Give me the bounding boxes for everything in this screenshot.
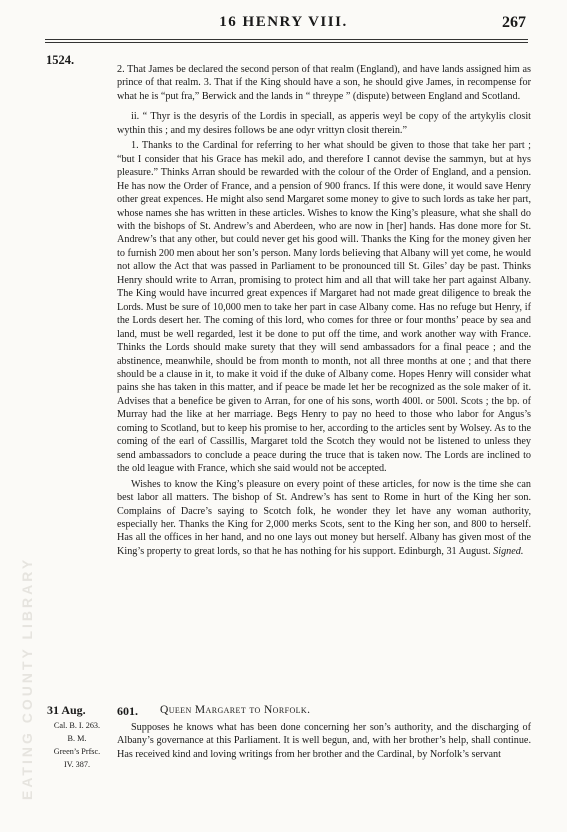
entry-date: 31 Aug. <box>47 703 86 717</box>
entry-body <box>117 721 531 761</box>
paragraph-closing <box>117 478 531 559</box>
margin-reference-4: IV. 387. <box>63 760 90 769</box>
margin-reference-1: Cal. B. I. 263. <box>53 721 101 730</box>
running-title: 16 HENRY VIII. <box>219 14 348 30</box>
margin-year: 1524. <box>46 53 75 67</box>
margin-reference-3: Green’s Prfsc. <box>53 747 101 756</box>
page-number: 267 <box>502 14 526 31</box>
letter-body <box>117 63 531 558</box>
closing-text: Wishes to know the King’s pleasure on every point of these articles, for now is the time she can best labor all matters. The bishop of St. Andrew’s has sent to Rome in hurt of the King her son. Complains of Dacre’s saying to Scotch folk, he wonder they let have any woman authority, especially her. Thanks the King for 2,000 merks Scots, sent to the King her son, and 800 to herself. Has all the offices in her hand, and no one lays out money but herself. Albany has given most of the King’s property to great lords, so that he has nothing for his support. Edinburgh, 31 August. <box>117 478 531 557</box>
paragraph-article-2: 2. That James be declared the second person of that realm (England), and have lands assigned him as prince of that realm. 3. That if the King should have a son, he should give James, in recompense for what he is “put fra,” Berwick and the lands in “ threype ” (dispute) between England and Scotland. <box>117 64 531 102</box>
header-rule <box>45 39 528 40</box>
signed-note: Signed. <box>493 545 524 557</box>
library-stamp-watermark: EATING COUNTY LIBRARY <box>19 556 35 800</box>
paragraph-quote: ii. “ Thyr is the desyris of the Lordis in speciall, as apperis weyl be copy of the artykylis closit wythin this ; and my desires follows be ane odyr vrittyn closit therein.” <box>117 111 531 136</box>
margin-reference-2: B. M. <box>67 734 87 743</box>
header-rule-thin <box>45 42 528 43</box>
entry-number: 601. <box>117 704 138 718</box>
paragraph-article-1: 1. Thanks to the Cardinal for referring to her what should be given to those that take her part ; “but I consider that his Grace has mekil ado, and therefore I cannot devise the sammyn, but at hys pleasure.” Thinks Arran should be rewarded with the colour of the Order of England, and a pension. He has now the Order of France, and a pension of 900 francs. If this were done, it would save Henry other great expences. He might also send Margaret some money to give to such lords as take her part, whose names she has written in these articles. Wishes to know the King’s pleasure, what she shall do with the bishops of St. Andrew’s and Aberdeen, who are now in [her] hands. Has done more for St. Andrew’s that any other, but could never get his good will. Thanks the King for the money given her to furnish 200 men about her son’s person. Many lords believing that Albany will yet come, he would not allow the Act that was passed in Parliament to be pronounced till St. Giles’ day be past. Thinks Henry should write to Arran, promising to protect him and all that will take her part against Albany. The King would have incurred great expences if Margaret had not made great diligence to break the Lords. Must be sure of 10,000 men to take her part in case Albany come. Has no refuge but Henry, if the Lords desert her. The coming of this lord, who comes for three or four months’ peace by sea and land, must be well regarded, lest it be done to put off the time, and work another way with France. Thinks the Lords should make surety that they will send ambassadors for a final peace ; and the abstinence, meanwhile, should be from month to month, not all three months at one ; and that there should be a clause in it, to make it void if the duke of Albany come. Hopes Henry will consider what pains she has taken in this matter, and if peace be made let her be recognized as the sole maker of it. Advises that a benefice be given to Arran, for one of his sons, worth 400l. or 500l. Scots ; the bp. of Murray had the like at her marriage. Begs Henry to pay no heed to those who labor for Angus’s coming to Scotland, but to keep his promise to her, according to the articles sent by Wolsey. As to the coming of the earl of Cassillis, Margaret told the Scotch they would not be listened to unless they send ambassadors to conclude a peace during the truce that is taken now. The Lords are inclined to the old league with France, which she said would not be accepted. <box>117 140 531 475</box>
entry-title: Queen Margaret to Norfolk. <box>160 704 311 716</box>
entry-paragraph: Supposes he knows what has been done concerning her son’s authority, and the discharging of Albany’s governance at this Parliament. It is well begun, and, with her brother’s help, shall continue. Has received kind and loving writings from her brother and the Cardinal, by Norfolk’s servant <box>117 722 531 760</box>
